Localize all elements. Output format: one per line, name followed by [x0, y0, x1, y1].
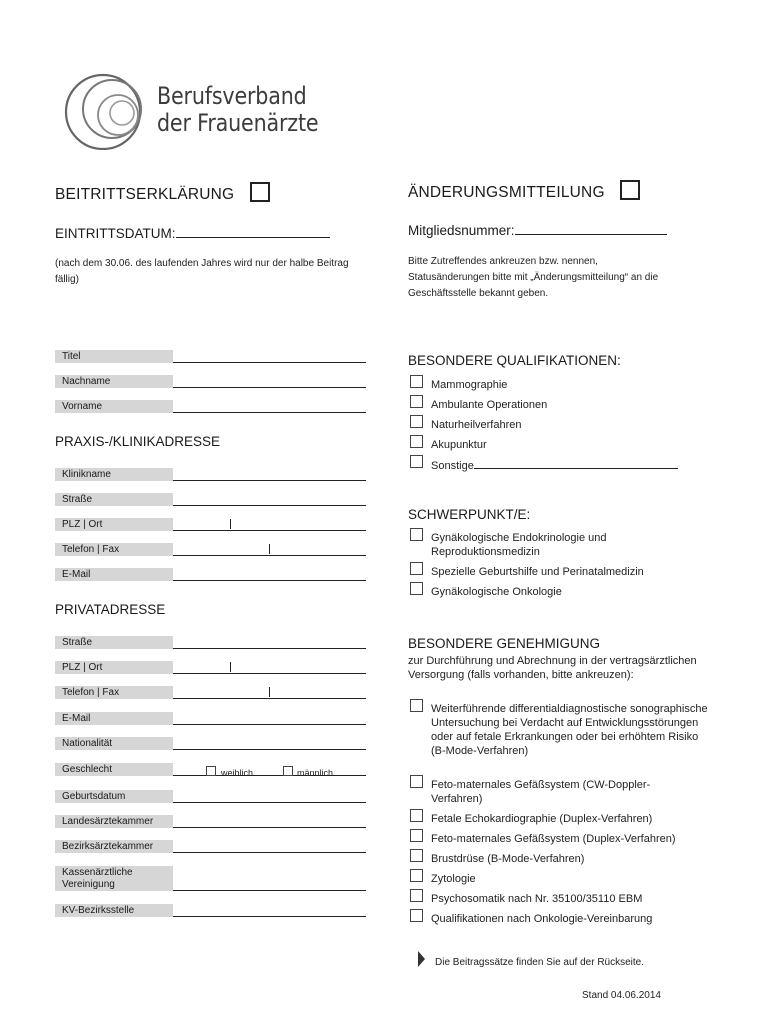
- field-label: Nachname: [55, 375, 173, 388]
- member-number-field[interactable]: [515, 223, 667, 235]
- gender-female-checkbox[interactable]: [206, 766, 216, 776]
- field-label: Telefon | Fax: [55, 686, 173, 699]
- field-label: PLZ | Ort: [55, 518, 173, 531]
- field-line[interactable]: [173, 387, 366, 388]
- approval-oncology-agreement-checkbox[interactable]: [410, 909, 423, 922]
- gender-male-checkbox[interactable]: [283, 766, 293, 776]
- field-line[interactable]: [173, 852, 366, 853]
- field-label: Geschlecht: [55, 763, 173, 776]
- qual-naturopathy-checkbox[interactable]: [410, 415, 423, 428]
- entry-date-label: EINTRITTSDATUM:: [55, 226, 176, 241]
- field-label: Titel: [55, 350, 173, 363]
- approval-echocardiography-checkbox[interactable]: [410, 809, 423, 822]
- field-line[interactable]: [173, 412, 366, 413]
- change-notice-checkbox[interactable]: [620, 180, 640, 200]
- field-label: Landesärztekammer: [55, 815, 173, 828]
- field-line[interactable]: [173, 916, 366, 917]
- field-separator: [269, 687, 270, 697]
- field-label: Telefon | Fax: [55, 543, 173, 556]
- gender-male-label: männlich: [297, 768, 334, 778]
- entry-date-note: (nach dem 30.06. des laufenden Jahres wird nur der halbe Beitrag fällig): [55, 258, 349, 285]
- member-number-note: Bitte Zutreffendes ankreuzen bzw. nennen, Statusänderungen bitte mit „Änderungsmitteilung“ an die Geschäftsstelle bekannt geben.: [408, 256, 659, 299]
- approval-cw-doppler-checkbox[interactable]: [410, 775, 423, 788]
- field-label: KV-Bezirksstelle: [55, 904, 173, 917]
- logo-rings-icon: [62, 68, 152, 150]
- qual-other-label: Sonstige: [431, 460, 474, 472]
- membership-heading: BEITRITTSERKLÄRUNG: [55, 186, 235, 203]
- field-label: Straße: [55, 493, 173, 506]
- approval-cytology-checkbox[interactable]: [410, 869, 423, 882]
- approval-breast-label: Brustdrüse (B-Mode-Verfahren): [431, 853, 585, 865]
- arrow-right-icon: [418, 951, 425, 967]
- logo-line-2: der Frauenärzte: [157, 109, 319, 137]
- entry-date-row: [55, 226, 330, 241]
- field-line[interactable]: [173, 480, 366, 481]
- field-separator: [269, 544, 270, 554]
- membership-checkbox[interactable]: [250, 182, 270, 202]
- focus-oncology-label: Gynäkologische Onkologie: [431, 586, 562, 598]
- back-page-note: Die Beitragssätze finden Sie auf der Rückseite.: [435, 957, 644, 968]
- field-line[interactable]: [173, 580, 366, 581]
- field-line[interactable]: [173, 698, 366, 699]
- field-line[interactable]: [173, 890, 366, 891]
- field-label: Vorname: [55, 400, 173, 413]
- field-label: PLZ | Ort: [55, 661, 173, 674]
- field-label: Kassenärztliche Vereinigung: [55, 866, 173, 891]
- field-label: Geburtsdatum: [55, 790, 173, 803]
- qual-ambulatory-ops-checkbox[interactable]: [410, 395, 423, 408]
- entry-date-field[interactable]: [176, 226, 330, 238]
- approval-psychosomatics-checkbox[interactable]: [410, 889, 423, 902]
- field-line[interactable]: [173, 530, 366, 531]
- practice-address-heading: PRAXIS-/KLINIKADRESSE: [55, 434, 221, 449]
- field-line[interactable]: [173, 648, 366, 649]
- approval-sonography-label: Weiterführende differentialdiagnostische sonographische Untersuchung bei Verdacht auf Entwicklungsstörungen oder auf fetale Erkrankungen oder bei erhöhtem Risiko (B-Mode-Verfahren): [431, 703, 708, 757]
- approval-sonography-checkbox[interactable]: [410, 699, 423, 712]
- qual-acupuncture-checkbox[interactable]: [410, 435, 423, 448]
- field-line[interactable]: [173, 827, 366, 828]
- focus-heading: SCHWERPUNKT/E:: [408, 507, 531, 522]
- field-label: E-Mail: [55, 712, 173, 725]
- logo-line-1: Berufsverband: [157, 82, 307, 110]
- approval-intro: zur Durchführung und Abrechnung in der vertragsärztlichen Versorgung (falls vorhanden, bitte ankreuzen):: [408, 655, 697, 681]
- field-line[interactable]: [173, 802, 366, 803]
- field-line[interactable]: [173, 673, 366, 674]
- version-date: Stand 04.06.2014: [582, 990, 661, 1001]
- change-notice-heading: ÄNDERUNGSMITTEILUNG: [408, 184, 605, 201]
- field-line[interactable]: [173, 724, 366, 725]
- qual-mammography-checkbox[interactable]: [410, 375, 423, 388]
- qual-other-checkbox[interactable]: [410, 455, 423, 468]
- qual-other-row: [431, 458, 678, 473]
- field-separator: [230, 662, 231, 672]
- qual-mammography-label: Mammographie: [431, 379, 508, 391]
- logo-wordmark: [157, 83, 318, 137]
- field-label: Klinikname: [55, 468, 173, 481]
- approval-echocardiography-label: Fetale Echokardiographie (Duplex-Verfahren): [431, 813, 653, 825]
- approval-psychosomatics-label: Psychosomatik nach Nr. 35100/35110 EBM: [431, 893, 643, 905]
- field-label: Nationalität: [55, 737, 173, 750]
- field-line[interactable]: [173, 362, 366, 363]
- field-label: E-Mail: [55, 568, 173, 581]
- gender-female-label: weiblich: [221, 768, 254, 778]
- qualifications-heading: BESONDERE QUALIFIKATIONEN:: [408, 353, 621, 368]
- focus-obstetrics-checkbox[interactable]: [410, 562, 423, 575]
- field-line: [173, 775, 366, 776]
- focus-oncology-checkbox[interactable]: [410, 582, 423, 595]
- qual-other-field[interactable]: [474, 458, 678, 469]
- field-line[interactable]: [173, 555, 366, 556]
- member-number-label: Mitgliedsnummer:: [408, 223, 515, 238]
- field-label: Bezirksärztekammer: [55, 840, 173, 853]
- focus-endocrinology-checkbox[interactable]: [410, 528, 423, 541]
- approval-duplex-checkbox[interactable]: [410, 829, 423, 842]
- approval-cytology-label: Zytologie: [431, 873, 476, 885]
- field-separator: [230, 519, 231, 529]
- qual-ambulatory-ops-label: Ambulante Operationen: [431, 399, 548, 411]
- field-label: Straße: [55, 636, 173, 649]
- approval-oncology-agreement-label: Qualifikationen nach Onkologie-Vereinbarung: [431, 913, 653, 925]
- qual-naturopathy-label: Naturheilverfahren: [431, 419, 522, 431]
- approval-duplex-label: Feto-maternales Gefäßsystem (Duplex-Verfahren): [431, 833, 676, 845]
- focus-obstetrics-label: Spezielle Geburtshilfe und Perinatalmedizin: [431, 566, 644, 578]
- qual-acupuncture-label: Akupunktur: [431, 439, 487, 451]
- private-address-heading: PRIVATADRESSE: [55, 602, 166, 617]
- field-line[interactable]: [173, 505, 366, 506]
- approval-cw-doppler-label: Feto-maternales Gefäßsystem (CW-Doppler-Verfahren): [431, 779, 651, 805]
- approval-heading: BESONDERE GENEHMIGUNG: [408, 636, 601, 651]
- member-number-row: [408, 223, 667, 238]
- approval-breast-checkbox[interactable]: [410, 849, 423, 862]
- field-line[interactable]: [173, 749, 366, 750]
- focus-endocrinology-label: Gynäkologische Endokrinologie und Reproduktionsmedizin: [431, 532, 607, 558]
